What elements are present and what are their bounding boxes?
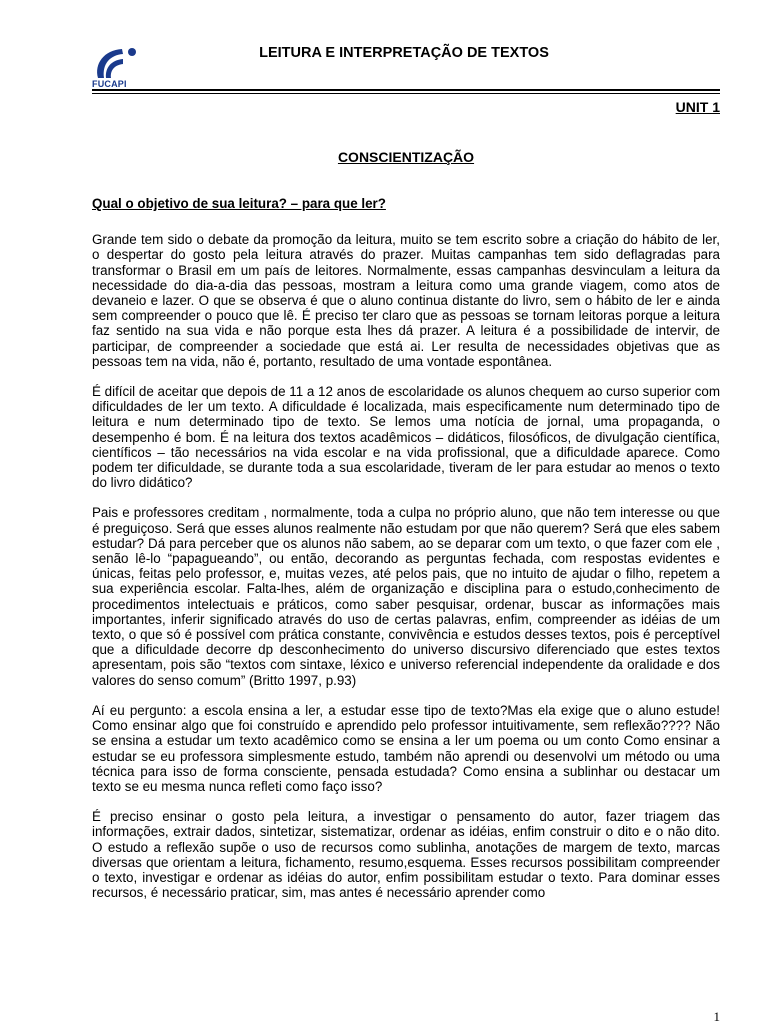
document-body: [92, 196, 720, 915]
header-divider: [92, 89, 720, 91]
paragraph: Pais e professores creditam , normalmente, toda a culpa no próprio aluno, que não tem interesse ou que é preguiçoso. Será que esses alunos realmente não estudam por que não querem? Será que eles sabem estudar? Dá para perceber que os alunos não sabem, ao se deparar com um texto, o que fazer com ele , senão lê-lo “papagueando”, ou então, decorando as perguntas fechada, com respostas evidentes e únicas, feitas pelo professor, e, muitas vezes, até pelos pais, que no intuito de ajudar o filho, repetem a sua experiência escolar. Falta-lhes, além de organização e disciplina para o estudo,conhecimento de procedimentos intelectuais e práticos, como saber pesquisar, ordenar, buscar as informações mais importantes, inferir significado através do uso de certas palavras, enfim, compreender as idéias de um texto, o que só é possível com prática constante, convivência e estudos desses textos, pois é perceptível que a dificuldade decorre dp desconhecimento do universo discursivo diferenciado que estes textos apresentam, pois são “textos com sintaxe, léxico e universo referencial independente da oralidade e dos valores do senso comum” (Britto 1997, p.93): [92, 505, 720, 688]
paragraph: Grande tem sido o debate da promoção da leitura, muito se tem escrito sobre a criação do hábito de ler, o despertar do gosto pela leitura através do prazer. Muitas campanhas tem sido deflagradas para transformar o Brasil em um país de leitores. Normalmente, essas campanhas desvinculam a leitura da necessidade do dia-a-dia das pessoas, mostram a leitura como uma grande viagem, como atos de devaneio e lazer. O que se observa é que o aluno continua distante do livro, sem o hábito de ler e ainda sem compreender o pouco que lê. É preciso ter claro que as pessoas se tornam leitoras porque a leitura faz sentido na sua vida e não porque esta lhes dá prazer. A leitura é a possibilidade de intervir, de participar, de compreender a sociedade que está ai. Ler resulta de necessidades objetivas que as pessoas tem na vida, não é, portanto, resultado de uma vontade espontânea.: [92, 232, 720, 369]
unit-label: UNIT 1: [675, 99, 720, 115]
paragraph: Aí eu pergunto: a escola ensina a ler, a estudar esse tipo de texto?Mas ela exige que o aluno estude! Como ensinar algo que foi construído e aprendido pelo professor intuitivamente, sem reflexão???? Não se ensina a estudar um texto acadêmico como se ensina a ler um poema ou um conto Como ensinar a estudar se eu professora simplesmente estudo, também não aprendi ou desenvolvi um método ou uma técnica para isso de forma consciente, pensada estudada? Como ensina a sublinhar ou destacar um texto se eu mesma nunca refleti como faço isso?: [92, 702, 720, 794]
paragraph: É difícil de aceitar que depois de 11 a 12 anos de escolaridade os alunos chequem ao curso superior com dificuldades de ler um texto. A dificuldade é localizada, mais especificamente num determinado tipo de leitura e num determinado tipo de texto. Se lemos uma notícia de jornal, uma propaganda, o desempenho é bom. É na leitura dos textos acadêmicos – didáticos, filosóficos, de divulgação científica, científicos – tão necessários na vida escolar e na vida profissional, que a dificuldade aparece. Como podem ter dificuldade, se durante toda a sua escolaridade, tiveram de ler para estudar ao menos o texto do livro didático?: [92, 384, 721, 491]
page-number: 1: [713, 1009, 720, 1024]
section-heading: Qual o objetivo de sua leitura? – para que ler?: [92, 196, 386, 211]
header-divider-thin: [92, 93, 720, 94]
document-title: CONSCIENTIZAÇÃO: [337, 149, 475, 165]
header-title: LEITURA E INTERPRETAÇÃO DE TEXTOS: [259, 45, 549, 61]
logo-wordmark: FUCAPI: [92, 79, 127, 89]
paragraph: É preciso ensinar o gosto pela leitura, a investigar o pensamento do autor, fazer triagem das informações, extrair dados, sintetizar, sistematizar, ordenar as idéias, enfim construir o dito e o não dito. O estudo a reflexão supõe o uso de recursos como sublinha, anotações de margem de texto, marcas diversas que orientam a leitura, fichamento, resumo,esquema. Esses recursos possibilitam compreender o texto, investigar e ordenar as idéias do autor, enfim possibilitam estudar o texto. Para dominar esses recursos, é necessário praticar, sim, mas antes é necessário aprender como: [92, 809, 720, 901]
